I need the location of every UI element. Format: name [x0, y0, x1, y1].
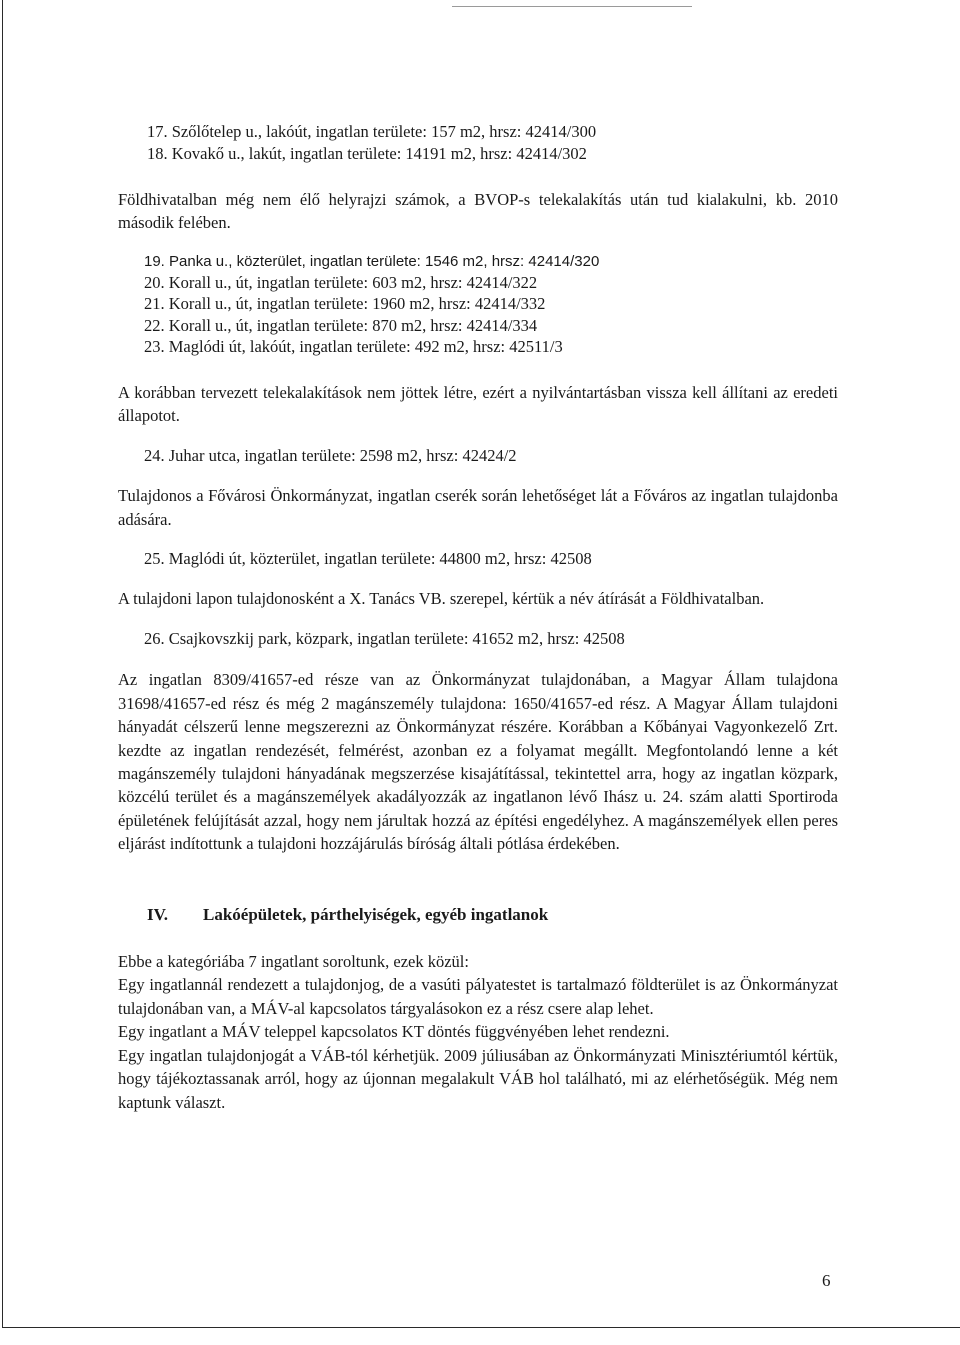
paragraph-ownership-shares: Az ingatlan 8309/41657-ed része van az Önkormányzat tulajdonában, a Magyar Állam tulajdona 31698/41657-ed rész és még 2 magánszemély tulajdona: 1650/41657-ed rész. A Magyar Állam tulajdoni hányadát célszerű lenne megszerezni az Önkormányzat részére. Korábban a Kőbányai Vagyonkezelő Zrt. kezdte az ingatlan rendezését, felmérést, azonban ez a folyamat megállt. Megfontolandó lenne a két magánszemély tulajdoni hányadának megszerzése kisajátítással, tekintettel arra, hogy az ingatlan közpark, közcélú terület és a magánszemélyek akadályozzák az ingatlanon lévő Ihász u. 24. szám alatti Sportiroda épületének felújítását azzal, hogy nem járultak hozzá az építési engedélyhez. A magánszemélyek ellen peres eljárást indítottunk a tulajdoni hozzájárulás bíróság általi pótlása érdekében. — [118, 670, 838, 854]
property-list-mid — [118, 251, 838, 358]
section-number: IV. — [147, 904, 168, 924]
property-list-top — [118, 121, 838, 164]
section-heading — [118, 904, 838, 926]
section-line-3: Egy ingatlant a MÁV teleppel kapcsolatos KT döntés függvényében lehet rendezni. — [118, 1022, 670, 1042]
list-item-26: 26. Csajkovszkij park, közpark, ingatlan területe: 41652 m2, hrsz: 42508 — [144, 628, 625, 648]
list-item-23: 23. Maglódi út, lakóút, ingatlan területe: 492 m2, hrsz: 42511/3 — [144, 337, 563, 357]
paragraph-owner-capital: Tulajdonos a Fővárosi Önkormányzat, ingatlan cserék során lehetőséget lát a Főváros az ingatlan tulajdonba adására. — [118, 486, 838, 529]
list-item-20: 20. Korall u., út, ingatlan területe: 603 m2, hrsz: 42414/322 — [144, 272, 538, 292]
paragraph-restore-state: A korábban tervezett telekalakítások nem jöttek létre, ezért a nyilvántartásban vissza kell állítani az eredeti állapotot. — [118, 382, 838, 426]
section-line-1: Ebbe a kategóriába 7 ingatlant soroltunk, ezek közül: — [118, 951, 469, 971]
list-item-17: 17. Szőlőtelep u., lakóút, ingatlan területe: 157 m2, hrsz: 42414/300 — [147, 122, 597, 141]
scan-edge-bottom — [2, 1327, 960, 1328]
list-item-19: 19. Panka u., közterület, ingatlan területe: 1546 m2, hrsz: 42414/320 — [144, 252, 600, 270]
section-line-2: Egy ingatlannál rendezett a tulajdonjog, de a vasúti pályatestet is tartalmazó földterület is az Önkormányzat tulajdonában van, a MÁV-al kapcsolatos tárgyalásokon ez a rész csere alap lehet. — [118, 975, 838, 1018]
document-content — [118, 121, 838, 1114]
list-item-24: 24. Juhar utca, ingatlan területe: 2598 m2, hrsz: 42424/2 — [144, 445, 517, 465]
section-body — [118, 950, 838, 1115]
list-item-22: 22. Korall u., út, ingatlan területe: 870 m2, hrsz: 42414/334 — [144, 315, 538, 335]
list-item-25: 25. Maglódi út, közterület, ingatlan területe: 44800 m2, hrsz: 42508 — [144, 548, 592, 568]
section-title: Lakóépületek, párthelyiségek, egyéb ingatlanok — [203, 904, 549, 924]
scan-edge-left — [2, 0, 3, 1328]
paragraph-land-registry: A tulajdoni lapon tulajdonosként a X. Tanács VB. szerepel, kértük a név átírását a Földhivatalban. — [118, 589, 765, 609]
list-item-18: 18. Kovakő u., lakút, ingatlan területe: 14191 m2, hrsz: 42414/302 — [147, 143, 587, 163]
section-line-4: Egy ingatlan tulajdonjogát a VÁB-tól kérhetjük. 2009 júliusában az Önkormányzati Minisztériumtól kértük, hogy tájékoztassanak arról, hogy az újonnan megalakult VÁB hol található, mi az elérhetőségük. Még nem kaptunk választ. — [118, 1045, 838, 1112]
intro-paragraph: Földhivatalban még nem élő helyrajzi számok, a BVOP-s telekalakítás után tud kialakulni, kb. 2010 második felében. — [118, 190, 838, 233]
scan-edge-top — [452, 6, 692, 7]
list-item-21: 21. Korall u., út, ingatlan területe: 1960 m2, hrsz: 42414/332 — [144, 294, 546, 314]
page-number: 6 — [822, 1271, 831, 1290]
